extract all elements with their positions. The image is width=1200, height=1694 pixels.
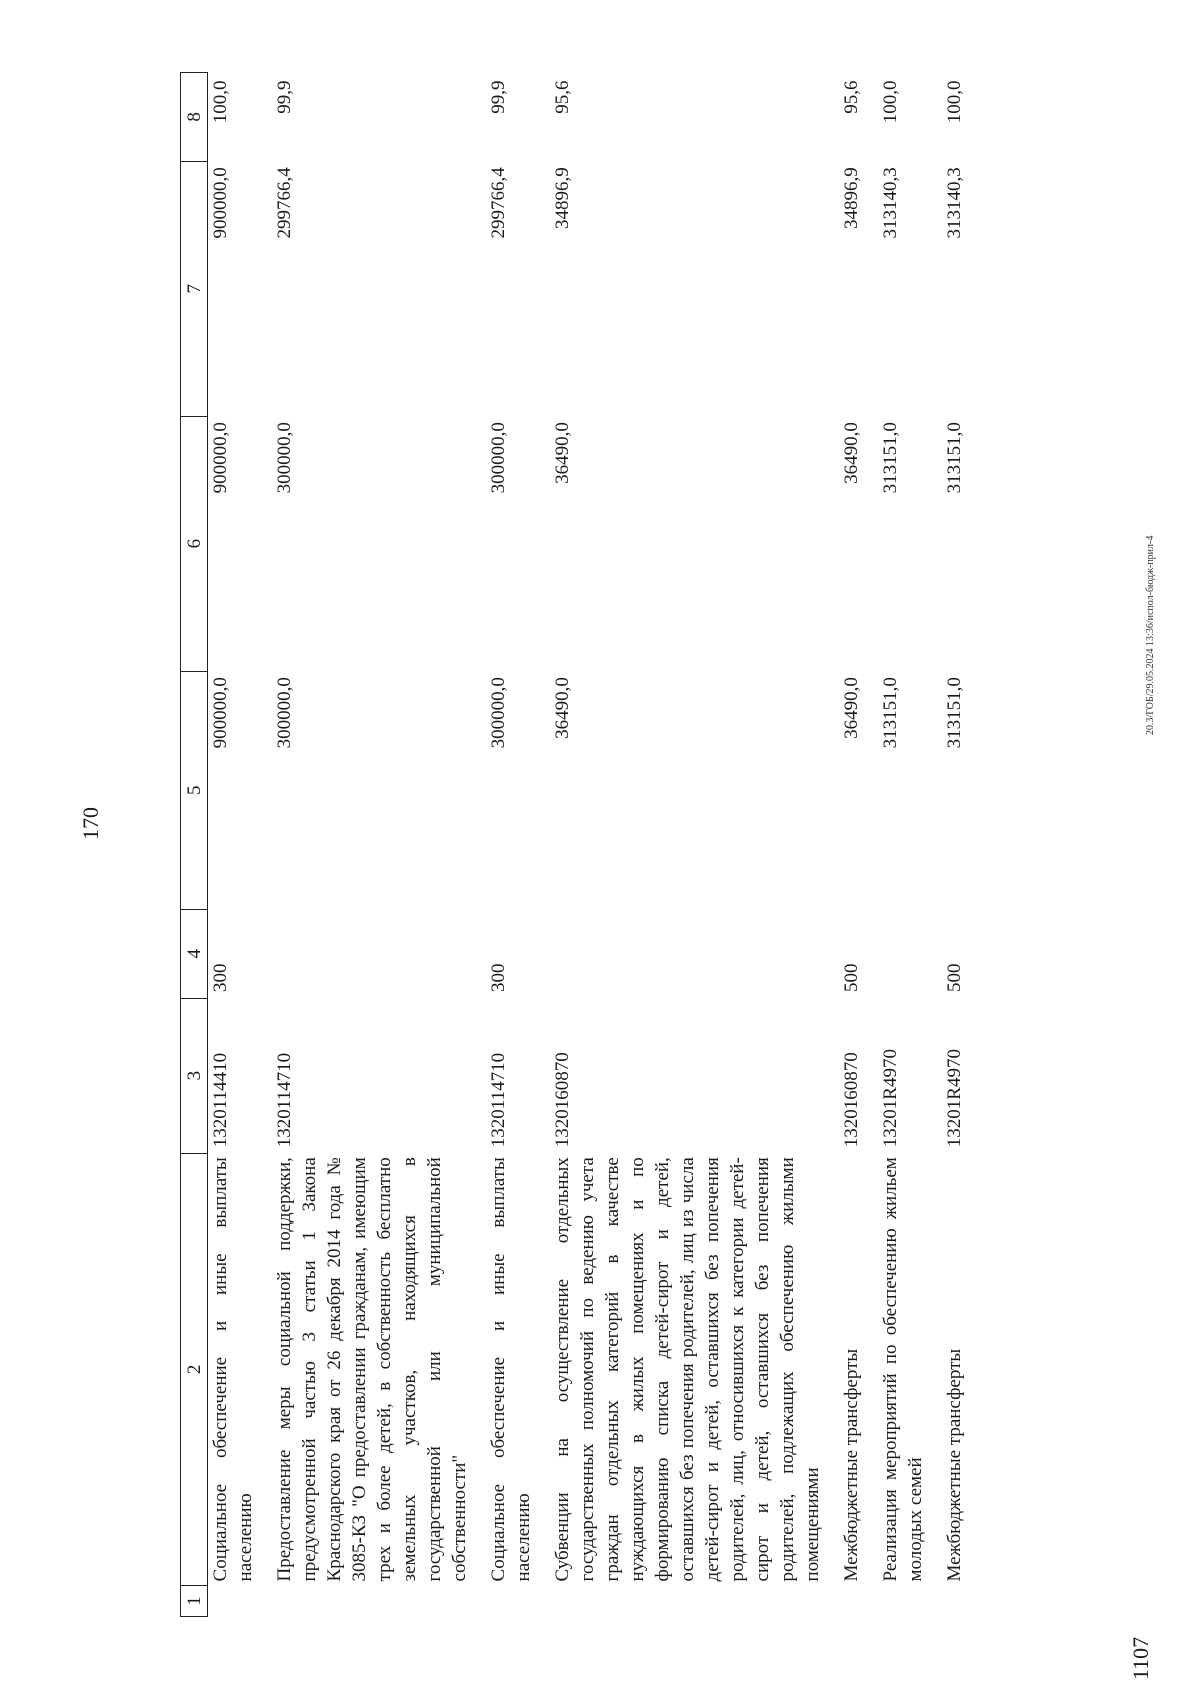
table-row xyxy=(839,73,864,1617)
row-col8: 99,9 xyxy=(274,80,295,114)
row-col5: 900000,0 xyxy=(210,677,231,749)
row-col6: 900000,0 xyxy=(210,422,231,494)
row-type: 500 xyxy=(841,963,862,993)
row-col6: 300000,0 xyxy=(274,422,295,494)
table-row xyxy=(550,73,825,1617)
row-col7: 313140,3 xyxy=(880,167,901,239)
row-code: 1320160870 xyxy=(552,1052,573,1148)
col-header-5: 5 xyxy=(181,671,208,909)
row-type xyxy=(272,909,472,998)
table-row xyxy=(878,73,928,1617)
row-type: 300 xyxy=(488,963,509,993)
footer-page-number: 1107 xyxy=(1128,1636,1153,1680)
header-row xyxy=(181,73,208,1617)
row-col5: 36490,0 xyxy=(552,677,573,739)
row-col5: 36490,0 xyxy=(841,677,862,739)
row-col7: 299766,4 xyxy=(274,167,295,239)
row-col6: 313151,0 xyxy=(944,422,965,494)
row-col7: 299766,4 xyxy=(488,167,509,239)
row-col5: 300000,0 xyxy=(274,677,295,749)
row-description: Межбюджетные трансферты xyxy=(841,1348,862,1582)
budget-table-container xyxy=(180,72,1090,1617)
row-col5: 313151,0 xyxy=(944,677,965,749)
col-header-3: 3 xyxy=(181,998,208,1153)
row-col7: 313140,3 xyxy=(944,167,965,239)
row-code: 1320160870 xyxy=(841,1052,862,1148)
row-description: Межбюджетные трансферты xyxy=(944,1348,965,1582)
row-col8: 100,0 xyxy=(880,80,901,124)
row-col7: 34896,9 xyxy=(552,167,573,229)
row-code: 13201R4970 xyxy=(944,1049,965,1148)
row-col7: 34896,9 xyxy=(841,167,862,229)
row-col6: 300000,0 xyxy=(488,422,509,494)
col-header-2: 2 xyxy=(181,1153,208,1585)
row-col5: 313151,0 xyxy=(880,677,901,749)
col-header-4: 4 xyxy=(181,909,208,998)
row-col6: 313151,0 xyxy=(880,422,901,494)
row-type: 300 xyxy=(210,963,231,993)
row-code: 13201R4970 xyxy=(880,1049,901,1148)
row-type: 500 xyxy=(944,963,965,993)
row-col7: 900000,0 xyxy=(210,167,231,239)
row-col6: 36490,0 xyxy=(841,422,862,484)
row-code: 1320114710 xyxy=(488,1052,509,1148)
row-code: 1320114710 xyxy=(274,1052,295,1148)
row-description: Социальное обеспечение и иные выплаты населению xyxy=(210,1157,256,1582)
col-header-6: 6 xyxy=(181,416,208,671)
row-col5: 300000,0 xyxy=(488,677,509,749)
row-description: Субвенции на осуществление отдельных государственных полномочий по ведению учета граждан отдельных категорий в качестве нуждающихся в жилых помещениях и по формированию списка детей-сирот и детей, оставшихся без попечения родителей, лиц из числа детей-сирот и детей, оставшихся без попечения родителей, лиц, относившихся к категории детей-сирот и детей, оставшихся без попечения родителей, подлежащих обеспечению жилыми помещениями xyxy=(552,1157,823,1582)
table-row xyxy=(486,73,536,1617)
budget-table xyxy=(180,72,967,1617)
col-header-1: 1 xyxy=(181,1585,208,1616)
row-code: 1320114410 xyxy=(210,1052,231,1148)
row-description: Социальное обеспечение и иные выплаты населению xyxy=(488,1157,534,1582)
document-stamp: 20.3/ГОБ/29.05.2024 13:36/испол-бюдж-прил-4 xyxy=(1145,535,1156,735)
row-type xyxy=(550,909,825,998)
table-row xyxy=(942,73,967,1617)
row-description: Реализация мероприятий по обеспечению жильем молодых семей xyxy=(880,1157,926,1582)
row-col8: 95,6 xyxy=(841,80,862,114)
row-col8: 100,0 xyxy=(210,80,231,124)
row-col8: 100,0 xyxy=(944,80,965,124)
row-description: Предоставление меры социальной поддержки, предусмотренной частью 3 статьи 1 Закона Краснодарского края от 26 декабря 2014 года № 3085-КЗ "О предоставлении гражданам, имеющим трех и более детей, в собственность бесплатно земельных участков, находящихся в государственной или муниципальной собственности" xyxy=(274,1157,470,1582)
col-header-7: 7 xyxy=(181,161,208,416)
page-number: 170 xyxy=(78,807,103,840)
row-col8: 99,9 xyxy=(488,80,509,114)
table-row xyxy=(272,73,472,1617)
row-col8: 95,6 xyxy=(552,80,573,114)
row-col6: 36490,0 xyxy=(552,422,573,484)
row-type xyxy=(878,909,928,998)
table-row xyxy=(208,73,259,1617)
col-header-8: 8 xyxy=(181,73,208,162)
